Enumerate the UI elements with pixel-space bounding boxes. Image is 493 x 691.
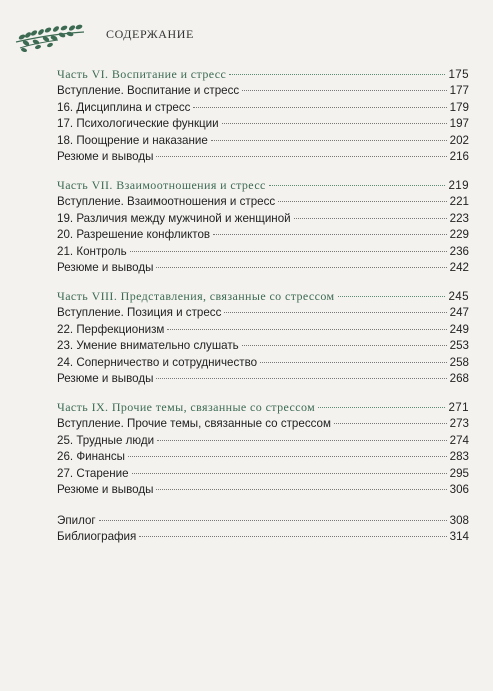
- page-number: 229: [449, 228, 469, 242]
- dot-leader: [269, 185, 446, 186]
- dot-leader: [213, 234, 447, 235]
- page-number: 177: [449, 84, 469, 97]
- entry-title: Вступление. Воспитание и стресс: [57, 84, 240, 97]
- page-number: 216: [449, 150, 469, 164]
- entry-title: Библиография: [57, 530, 137, 544]
- entry-title: 26. Финансы: [57, 450, 126, 464]
- toc-entry[interactable]: [57, 338, 469, 355]
- toc-entry[interactable]: [57, 482, 469, 499]
- dot-leader: [224, 312, 446, 313]
- entry-title: Резюме и выводы: [57, 372, 154, 386]
- entry-title: Резюме и выводы: [57, 483, 154, 497]
- entry-title: 22. Перфекционизм: [57, 322, 165, 336]
- page-number: 253: [449, 339, 469, 353]
- dot-leader: [294, 218, 447, 219]
- page-number: 306: [449, 483, 469, 497]
- toc-entry[interactable]: [57, 116, 469, 133]
- toc-entry[interactable]: [57, 305, 469, 322]
- dot-leader: [338, 296, 446, 297]
- toc-entry[interactable]: [57, 83, 469, 100]
- leafy-branch-icon: [14, 18, 86, 52]
- toc-entry[interactable]: [57, 416, 469, 433]
- page-number: 274: [449, 433, 469, 447]
- entry-title: 17. Психологические функции: [57, 117, 219, 131]
- toc-entry[interactable]: [57, 227, 469, 244]
- toc-back-matter: [57, 513, 469, 546]
- dot-leader: [193, 107, 446, 108]
- dot-leader: [132, 473, 447, 474]
- dot-leader: [139, 536, 446, 537]
- dot-leader: [130, 251, 447, 252]
- running-title: СОДЕРЖАНИЕ: [106, 27, 194, 41]
- entry-title: 19. Различия между мужчиной и женщиной: [57, 211, 291, 225]
- toc-entry[interactable]: [57, 322, 469, 339]
- part-heading[interactable]: [57, 398, 469, 416]
- dot-leader: [156, 489, 446, 490]
- toc-entry-epilogue[interactable]: [57, 513, 469, 530]
- entry-title: Вступление. Прочие темы, связанные со стрессом: [57, 416, 331, 430]
- page-number: 295: [449, 466, 469, 480]
- entry-title: 27. Старение: [57, 466, 129, 480]
- dot-leader: [128, 456, 447, 457]
- toc-part-9: [57, 398, 469, 499]
- entry-title: 24. Соперничество и сотрудничество: [57, 355, 258, 369]
- page-header: [14, 18, 474, 58]
- toc-entry[interactable]: [57, 149, 469, 166]
- dot-leader: [156, 378, 446, 379]
- part-title: Часть VIII. Представления, связанные со стрессом: [57, 288, 335, 303]
- dot-leader: [156, 267, 446, 268]
- entry-title: Вступление. Взаимоотношения и стресс: [57, 194, 276, 208]
- page-number: 247: [449, 305, 469, 319]
- part-title: Часть VI. Воспитание и стресс: [57, 67, 227, 81]
- entry-title: 23. Умение внимательно слушать: [57, 339, 239, 353]
- toc-entry-bibliography[interactable]: [57, 529, 469, 546]
- entry-title: Вступление. Позиция и стресс: [57, 305, 222, 319]
- page-number: 202: [449, 133, 469, 147]
- entry-title: Резюме и выводы: [57, 150, 154, 164]
- toc-entry[interactable]: [57, 133, 469, 150]
- toc-entry[interactable]: [57, 433, 469, 450]
- page-number: 268: [449, 372, 469, 386]
- page-number: 308: [449, 513, 469, 527]
- dot-leader: [157, 440, 447, 441]
- toc-entry[interactable]: [57, 449, 469, 466]
- entry-title: Эпилог: [57, 513, 96, 527]
- dot-leader: [99, 520, 447, 521]
- page-number: 245: [448, 289, 469, 303]
- entry-title: 16. Дисциплина и стресс: [57, 100, 191, 114]
- part-heading[interactable]: [57, 287, 469, 305]
- toc-entry[interactable]: [57, 100, 469, 117]
- toc-entry[interactable]: [57, 244, 469, 261]
- toc-entry[interactable]: [57, 211, 469, 228]
- dot-leader: [156, 156, 446, 157]
- toc-entry[interactable]: [57, 371, 469, 388]
- page-number: 271: [448, 400, 469, 414]
- entry-title: 21. Контроль: [57, 244, 127, 258]
- dot-leader: [260, 362, 447, 363]
- part-heading[interactable]: [57, 65, 469, 83]
- page-number: 258: [449, 355, 469, 369]
- toc-entry[interactable]: [57, 194, 469, 211]
- page-number: 283: [449, 450, 469, 464]
- table-of-contents: [57, 65, 469, 546]
- dot-leader: [242, 90, 446, 91]
- part-heading[interactable]: [57, 176, 469, 194]
- entry-title: 25. Трудные люди: [57, 433, 155, 447]
- page-number: 197: [449, 117, 469, 131]
- page-number: 223: [449, 211, 469, 225]
- page-number: 219: [448, 178, 469, 192]
- entry-title: 18. Поощрение и наказание: [57, 133, 208, 147]
- page-number: 179: [449, 100, 469, 114]
- page-number: 314: [449, 530, 469, 544]
- page-number: 242: [449, 261, 469, 275]
- dot-leader: [242, 345, 447, 346]
- page-number: 221: [449, 194, 469, 208]
- dot-leader: [167, 329, 446, 330]
- toc-part-8: [57, 287, 469, 388]
- dot-leader: [222, 123, 447, 124]
- toc-part-6: [57, 65, 469, 166]
- toc-entry[interactable]: [57, 260, 469, 277]
- page-number: 249: [449, 322, 469, 336]
- page-number: 273: [449, 416, 469, 430]
- part-title: Часть IX. Прочие темы, связанные со стрессом: [57, 399, 316, 414]
- page-number: 175: [448, 68, 469, 81]
- dot-leader: [211, 140, 447, 141]
- dot-leader: [278, 201, 446, 202]
- toc-part-7: [57, 176, 469, 277]
- page-number: 236: [449, 244, 469, 258]
- dot-leader: [318, 407, 445, 408]
- toc-entry[interactable]: [57, 355, 469, 372]
- part-title: Часть VII. Взаимоотношения и стресс: [57, 177, 266, 192]
- dot-leader: [334, 423, 447, 424]
- entry-title: 20. Разрешение конфликтов: [57, 228, 211, 242]
- dot-leader: [229, 74, 445, 75]
- entry-title: Резюме и выводы: [57, 261, 154, 275]
- toc-entry[interactable]: [57, 466, 469, 483]
